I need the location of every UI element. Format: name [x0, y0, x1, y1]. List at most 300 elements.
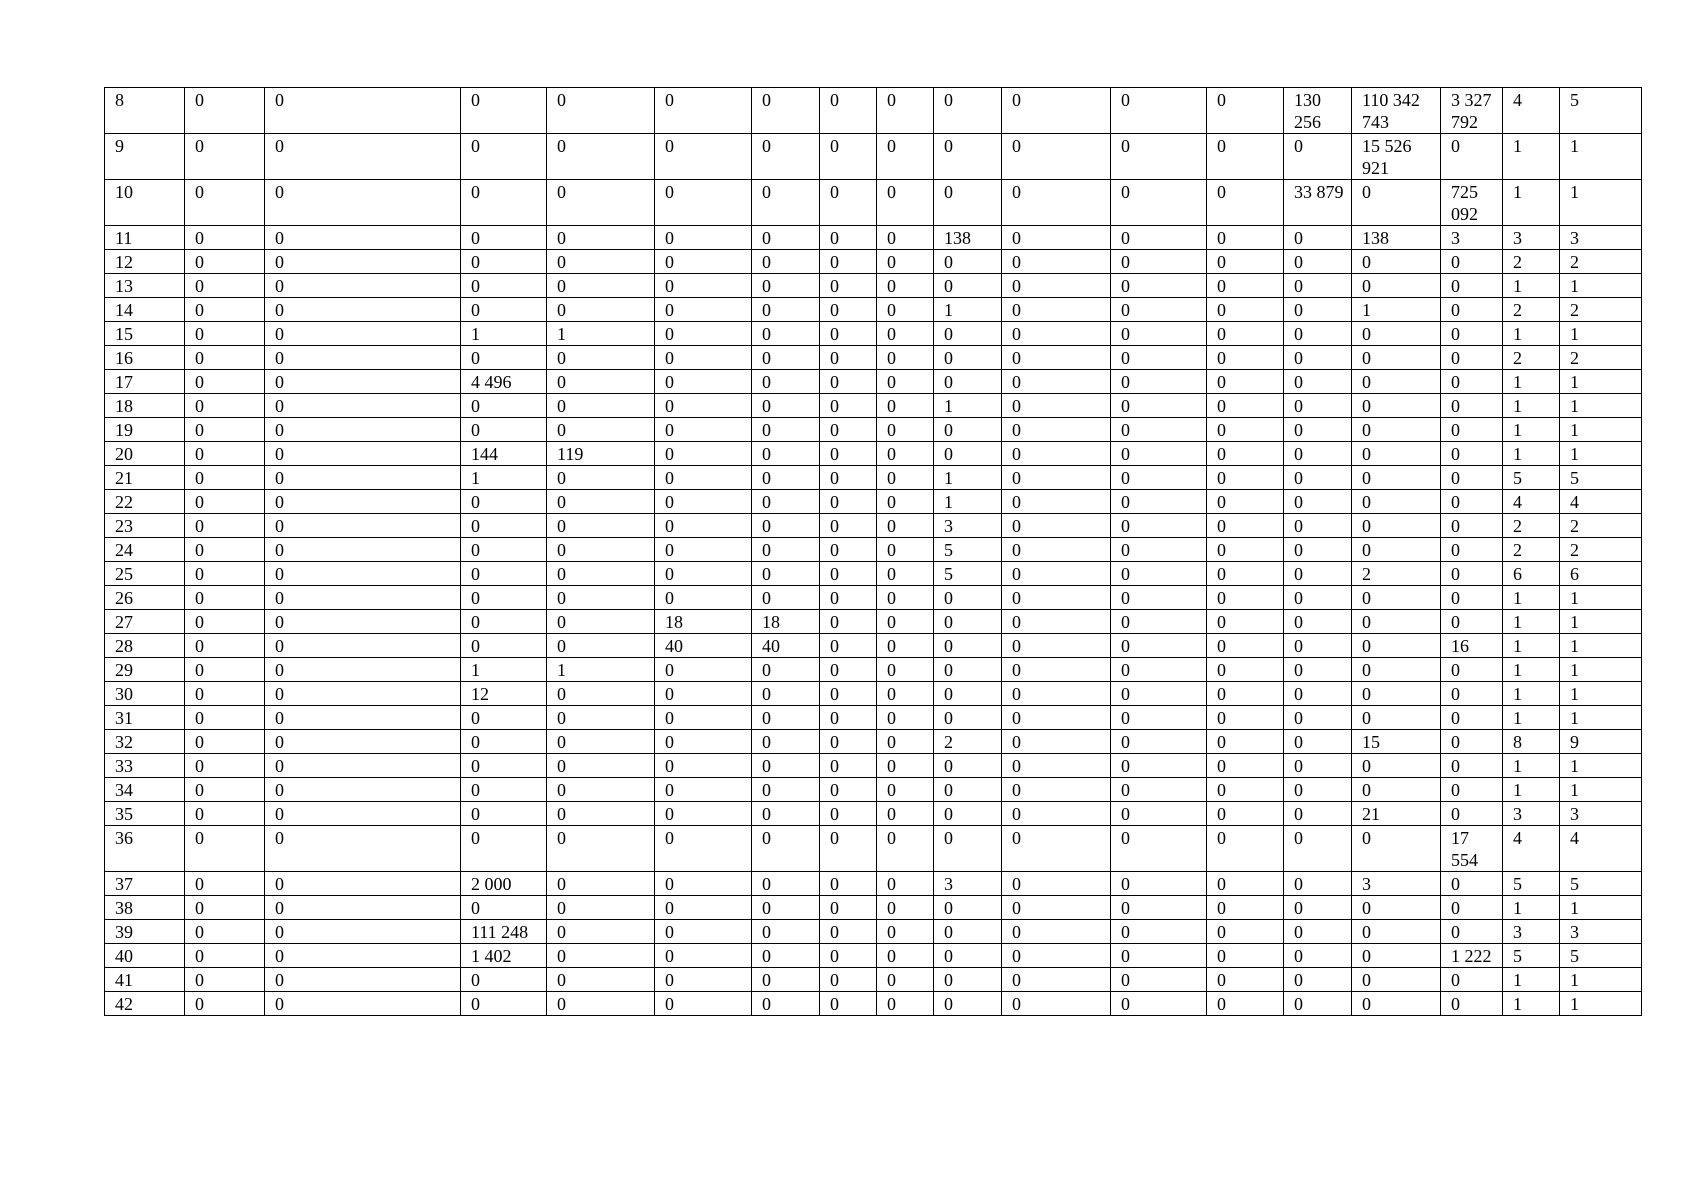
table-cell: 0 [461, 992, 547, 1016]
table-cell: 130 256 [1284, 88, 1352, 134]
table-cell: 0 [752, 872, 820, 896]
table-cell: 3 [1560, 920, 1642, 944]
table-cell: 0 [934, 658, 1002, 682]
table-cell: 0 [655, 370, 752, 394]
table-cell: 21 [1352, 802, 1441, 826]
table-cell: 0 [1352, 442, 1441, 466]
table-cell: 1 [1560, 274, 1642, 298]
table-cell: 2 [1503, 346, 1560, 370]
table-cell: 0 [1002, 920, 1111, 944]
table-cell: 0 [1207, 298, 1284, 322]
table-cell: 1 [1560, 370, 1642, 394]
table-cell: 0 [752, 562, 820, 586]
table-cell: 0 [185, 394, 265, 418]
table-cell: 1 [1560, 180, 1642, 226]
table-cell: 0 [265, 134, 461, 180]
table-cell: 0 [547, 226, 655, 250]
table-cell: 0 [265, 872, 461, 896]
table-cell: 39 [105, 920, 185, 944]
table-cell: 2 [1560, 250, 1642, 274]
table-cell: 0 [265, 706, 461, 730]
table-cell: 0 [1002, 562, 1111, 586]
table-cell: 1 [1503, 634, 1560, 658]
table-cell: 1 [1503, 274, 1560, 298]
table-cell: 0 [1441, 274, 1503, 298]
table-row [105, 730, 1642, 754]
table-cell: 0 [185, 968, 265, 992]
table-cell: 0 [1002, 706, 1111, 730]
table-cell: 0 [820, 896, 877, 920]
table-cell: 0 [1352, 610, 1441, 634]
table-cell: 0 [1352, 634, 1441, 658]
table-cell: 4 [1503, 88, 1560, 134]
table-cell: 25 [105, 562, 185, 586]
table-cell: 1 [1560, 992, 1642, 1016]
table-row [105, 920, 1642, 944]
table-cell: 2 [1503, 250, 1560, 274]
table-cell: 0 [1207, 586, 1284, 610]
table-cell: 0 [934, 442, 1002, 466]
table-cell: 0 [265, 562, 461, 586]
table-cell: 0 [934, 706, 1002, 730]
table-cell: 0 [547, 682, 655, 706]
table-cell: 6 [1560, 562, 1642, 586]
table-cell: 0 [1207, 180, 1284, 226]
table-cell: 0 [934, 586, 1002, 610]
table-cell: 1 [1503, 682, 1560, 706]
table-cell: 23 [105, 514, 185, 538]
table-cell: 0 [1111, 944, 1207, 968]
table-cell: 0 [934, 920, 1002, 944]
table-cell: 0 [1207, 322, 1284, 346]
table-cell: 5 [1503, 944, 1560, 968]
table-cell: 1 [1503, 896, 1560, 920]
table-cell: 1 [1560, 706, 1642, 730]
table-cell: 0 [1352, 322, 1441, 346]
table-cell: 0 [461, 250, 547, 274]
table-cell: 0 [1352, 274, 1441, 298]
table-cell: 0 [265, 920, 461, 944]
table-cell: 1 [1503, 322, 1560, 346]
table-cell: 0 [1441, 322, 1503, 346]
table-cell: 2 [1503, 514, 1560, 538]
table-cell: 0 [877, 134, 934, 180]
table-cell: 0 [1002, 346, 1111, 370]
table-cell: 0 [752, 730, 820, 754]
table-cell: 0 [547, 562, 655, 586]
table-cell: 0 [1441, 730, 1503, 754]
table-cell: 0 [752, 322, 820, 346]
table-cell: 0 [1002, 634, 1111, 658]
table-cell: 0 [1284, 920, 1352, 944]
table-cell: 0 [877, 442, 934, 466]
table-cell: 0 [547, 992, 655, 1016]
table-cell: 0 [461, 134, 547, 180]
table-cell: 0 [1111, 754, 1207, 778]
table-cell: 0 [1207, 346, 1284, 370]
table-cell: 33 [105, 754, 185, 778]
table-cell: 0 [877, 706, 934, 730]
table-cell: 0 [547, 586, 655, 610]
table-cell: 0 [1284, 274, 1352, 298]
table-cell: 0 [877, 826, 934, 872]
table-cell: 0 [934, 610, 1002, 634]
table-cell: 0 [1441, 920, 1503, 944]
table-cell: 14 [105, 298, 185, 322]
table-cell: 1 [1503, 992, 1560, 1016]
table-cell: 0 [1441, 538, 1503, 562]
table-cell: 5 [934, 562, 1002, 586]
table-cell: 0 [265, 730, 461, 754]
table-cell: 42 [105, 992, 185, 1016]
table-cell: 0 [934, 418, 1002, 442]
table-cell: 0 [1207, 418, 1284, 442]
table-cell: 0 [265, 418, 461, 442]
table-cell: 0 [934, 180, 1002, 226]
table-cell: 0 [1111, 634, 1207, 658]
table-cell: 0 [752, 538, 820, 562]
table-cell: 0 [1284, 610, 1352, 634]
table-cell: 0 [934, 992, 1002, 1016]
table-cell: 0 [1441, 298, 1503, 322]
table-cell: 0 [1441, 346, 1503, 370]
table-cell: 0 [1002, 992, 1111, 1016]
table-cell: 0 [655, 88, 752, 134]
table-cell: 0 [185, 754, 265, 778]
table-cell: 0 [1002, 826, 1111, 872]
table-cell: 0 [877, 896, 934, 920]
table-cell: 0 [1284, 346, 1352, 370]
table-cell: 0 [1207, 826, 1284, 872]
table-cell: 33 879 [1284, 180, 1352, 226]
table-cell: 0 [752, 826, 820, 872]
table-cell: 34 [105, 778, 185, 802]
table-cell: 0 [1441, 586, 1503, 610]
table-cell: 12 [461, 682, 547, 706]
table-cell: 16 [1441, 634, 1503, 658]
table-cell: 0 [1284, 370, 1352, 394]
table-cell: 0 [461, 802, 547, 826]
table-cell: 0 [265, 180, 461, 226]
table-cell: 0 [655, 802, 752, 826]
table-cell: 1 [1560, 968, 1642, 992]
table-cell: 0 [1002, 88, 1111, 134]
table-cell: 1 [1560, 754, 1642, 778]
table-cell: 0 [877, 466, 934, 490]
table-cell: 110 342 743 [1352, 88, 1441, 134]
table-cell: 0 [655, 730, 752, 754]
table-cell: 0 [1002, 370, 1111, 394]
table-cell: 0 [752, 250, 820, 274]
table-cell: 0 [655, 134, 752, 180]
table-cell: 0 [820, 826, 877, 872]
table-cell: 1 [1560, 896, 1642, 920]
table-cell: 0 [1111, 88, 1207, 134]
table-cell: 0 [185, 730, 265, 754]
table-cell: 0 [1111, 730, 1207, 754]
table-cell: 0 [877, 944, 934, 968]
table-cell: 0 [1207, 490, 1284, 514]
table-cell: 0 [461, 346, 547, 370]
table-cell: 6 [1503, 562, 1560, 586]
table-cell: 0 [185, 802, 265, 826]
table-cell: 0 [752, 514, 820, 538]
table-cell: 0 [1002, 610, 1111, 634]
table-cell: 0 [752, 778, 820, 802]
table-cell: 3 [1441, 226, 1503, 250]
table-cell: 0 [1111, 968, 1207, 992]
data-table [104, 87, 1642, 1016]
table-cell: 0 [461, 896, 547, 920]
table-cell: 40 [655, 634, 752, 658]
table-cell: 0 [1111, 394, 1207, 418]
table-cell: 15 526 921 [1352, 134, 1441, 180]
table-cell: 0 [185, 370, 265, 394]
table-cell: 0 [1002, 490, 1111, 514]
table-cell: 0 [1111, 370, 1207, 394]
table-cell: 0 [1352, 346, 1441, 370]
table-row [105, 826, 1642, 872]
table-cell: 0 [461, 490, 547, 514]
table-cell: 0 [1284, 418, 1352, 442]
table-cell: 1 [547, 658, 655, 682]
table-cell: 0 [547, 802, 655, 826]
table-cell: 0 [1284, 298, 1352, 322]
table-cell: 0 [185, 944, 265, 968]
table-cell: 0 [655, 706, 752, 730]
table-cell: 1 [1503, 658, 1560, 682]
table-cell: 0 [547, 346, 655, 370]
table-cell: 0 [1207, 466, 1284, 490]
table-row [105, 250, 1642, 274]
table-cell: 0 [820, 180, 877, 226]
table-cell: 0 [1111, 418, 1207, 442]
table-cell: 0 [1284, 514, 1352, 538]
table-cell: 0 [1111, 706, 1207, 730]
table-cell: 0 [820, 490, 877, 514]
table-cell: 1 [1503, 442, 1560, 466]
table-cell: 0 [655, 968, 752, 992]
table-cell: 3 [1503, 226, 1560, 250]
table-cell: 17 [105, 370, 185, 394]
table-cell: 0 [934, 274, 1002, 298]
table-cell: 0 [752, 896, 820, 920]
table-cell: 35 [105, 802, 185, 826]
table-cell: 0 [547, 730, 655, 754]
table-cell: 1 [1503, 706, 1560, 730]
table-cell: 0 [1441, 442, 1503, 466]
table-cell: 0 [547, 610, 655, 634]
table-cell: 1 [1560, 682, 1642, 706]
table-cell: 16 [105, 346, 185, 370]
table-cell: 0 [1352, 586, 1441, 610]
table-cell: 0 [877, 394, 934, 418]
table-row [105, 490, 1642, 514]
table-cell: 0 [185, 490, 265, 514]
table-cell: 0 [1352, 466, 1441, 490]
table-cell: 0 [185, 538, 265, 562]
table-cell: 0 [1441, 514, 1503, 538]
table-row [105, 562, 1642, 586]
table-cell: 0 [1111, 896, 1207, 920]
table-row [105, 706, 1642, 730]
table-cell: 1 [1560, 586, 1642, 610]
table-cell: 0 [185, 322, 265, 346]
table-cell: 0 [752, 586, 820, 610]
table-cell: 0 [655, 274, 752, 298]
table-cell: 0 [265, 538, 461, 562]
table-cell: 0 [265, 634, 461, 658]
table-cell: 0 [1111, 322, 1207, 346]
table-cell: 0 [655, 180, 752, 226]
table-cell: 0 [820, 920, 877, 944]
table-cell: 0 [820, 418, 877, 442]
table-row [105, 634, 1642, 658]
table-cell: 0 [877, 538, 934, 562]
table-cell: 0 [752, 944, 820, 968]
table-cell: 0 [1441, 490, 1503, 514]
table-cell: 725 092 [1441, 180, 1503, 226]
table-cell: 0 [547, 920, 655, 944]
table-cell: 0 [1207, 370, 1284, 394]
table-cell: 0 [1352, 418, 1441, 442]
table-cell: 0 [820, 466, 877, 490]
table-cell: 0 [1207, 538, 1284, 562]
table-cell: 0 [1207, 442, 1284, 466]
table-cell: 1 [1560, 442, 1642, 466]
table-cell: 0 [1207, 968, 1284, 992]
table-cell: 1 [461, 322, 547, 346]
table-cell: 0 [265, 370, 461, 394]
table-cell: 1 [1560, 634, 1642, 658]
table-cell: 0 [547, 250, 655, 274]
table-cell: 4 [1503, 826, 1560, 872]
table-cell: 0 [1284, 968, 1352, 992]
table-cell: 0 [1284, 730, 1352, 754]
table-cell: 0 [655, 562, 752, 586]
table-cell: 27 [105, 610, 185, 634]
table-cell: 0 [265, 754, 461, 778]
table-cell: 0 [752, 968, 820, 992]
table-cell: 0 [655, 514, 752, 538]
table-cell: 10 [105, 180, 185, 226]
table-cell: 0 [752, 134, 820, 180]
table-cell: 30 [105, 682, 185, 706]
table-cell: 0 [185, 88, 265, 134]
table-cell: 0 [265, 298, 461, 322]
table-cell: 0 [185, 586, 265, 610]
table-cell: 0 [1352, 250, 1441, 274]
table-cell: 0 [461, 418, 547, 442]
table-cell: 0 [820, 992, 877, 1016]
table-cell: 0 [820, 634, 877, 658]
table-cell: 0 [265, 610, 461, 634]
table-cell: 0 [1352, 394, 1441, 418]
table-cell: 0 [1284, 134, 1352, 180]
table-cell: 3 [1503, 802, 1560, 826]
table-cell: 0 [1284, 250, 1352, 274]
table-cell: 1 [1560, 610, 1642, 634]
table-cell: 1 [1503, 370, 1560, 394]
table-cell: 0 [1207, 226, 1284, 250]
table-cell: 1 [1503, 754, 1560, 778]
table-cell: 0 [655, 466, 752, 490]
table-cell: 0 [1284, 826, 1352, 872]
table-cell: 5 [1560, 944, 1642, 968]
table-cell: 0 [1352, 754, 1441, 778]
table-cell: 0 [265, 394, 461, 418]
table-cell: 1 [1503, 610, 1560, 634]
table-cell: 1 [1503, 778, 1560, 802]
table-cell: 0 [1111, 514, 1207, 538]
table-cell: 0 [547, 754, 655, 778]
table-cell: 0 [1002, 226, 1111, 250]
table-cell: 0 [752, 274, 820, 298]
table-cell: 0 [820, 944, 877, 968]
table-cell: 0 [934, 634, 1002, 658]
table-cell: 0 [461, 778, 547, 802]
table-cell: 0 [1284, 634, 1352, 658]
table-cell: 0 [265, 250, 461, 274]
table-cell: 0 [185, 610, 265, 634]
table-cell: 0 [1352, 944, 1441, 968]
table-cell: 0 [820, 538, 877, 562]
table-cell: 0 [265, 802, 461, 826]
table-cell: 31 [105, 706, 185, 730]
table-cell: 1 [1560, 134, 1642, 180]
table-cell: 0 [820, 346, 877, 370]
table-cell: 0 [877, 658, 934, 682]
table-cell: 0 [547, 274, 655, 298]
table-cell: 0 [877, 88, 934, 134]
table-cell: 0 [185, 896, 265, 920]
table-cell: 0 [877, 682, 934, 706]
table-cell: 5 [1560, 466, 1642, 490]
table-cell: 0 [752, 920, 820, 944]
table-cell: 0 [461, 562, 547, 586]
table-cell: 0 [461, 610, 547, 634]
table-cell: 1 222 [1441, 944, 1503, 968]
table-cell: 0 [1207, 250, 1284, 274]
table-cell: 0 [185, 658, 265, 682]
table-cell: 0 [877, 180, 934, 226]
table-cell: 0 [1284, 322, 1352, 346]
table-cell: 0 [1207, 658, 1284, 682]
table-cell: 0 [655, 778, 752, 802]
table-cell: 0 [655, 250, 752, 274]
table-cell: 0 [265, 466, 461, 490]
table-cell: 37 [105, 872, 185, 896]
table-cell: 0 [1207, 778, 1284, 802]
table-cell: 1 [1560, 322, 1642, 346]
table-cell: 0 [655, 322, 752, 346]
table-cell: 0 [265, 442, 461, 466]
table-cell: 0 [1207, 610, 1284, 634]
table-cell: 0 [1002, 896, 1111, 920]
table-cell: 0 [655, 992, 752, 1016]
table-cell: 1 402 [461, 944, 547, 968]
table-cell: 0 [1352, 682, 1441, 706]
table-cell: 0 [265, 944, 461, 968]
table-cell: 0 [547, 394, 655, 418]
table-cell: 0 [1002, 514, 1111, 538]
table-row [105, 754, 1642, 778]
table-cell: 0 [1207, 706, 1284, 730]
table-cell: 18 [105, 394, 185, 418]
table-cell: 0 [820, 134, 877, 180]
table-cell: 0 [461, 586, 547, 610]
table-cell: 0 [1207, 896, 1284, 920]
